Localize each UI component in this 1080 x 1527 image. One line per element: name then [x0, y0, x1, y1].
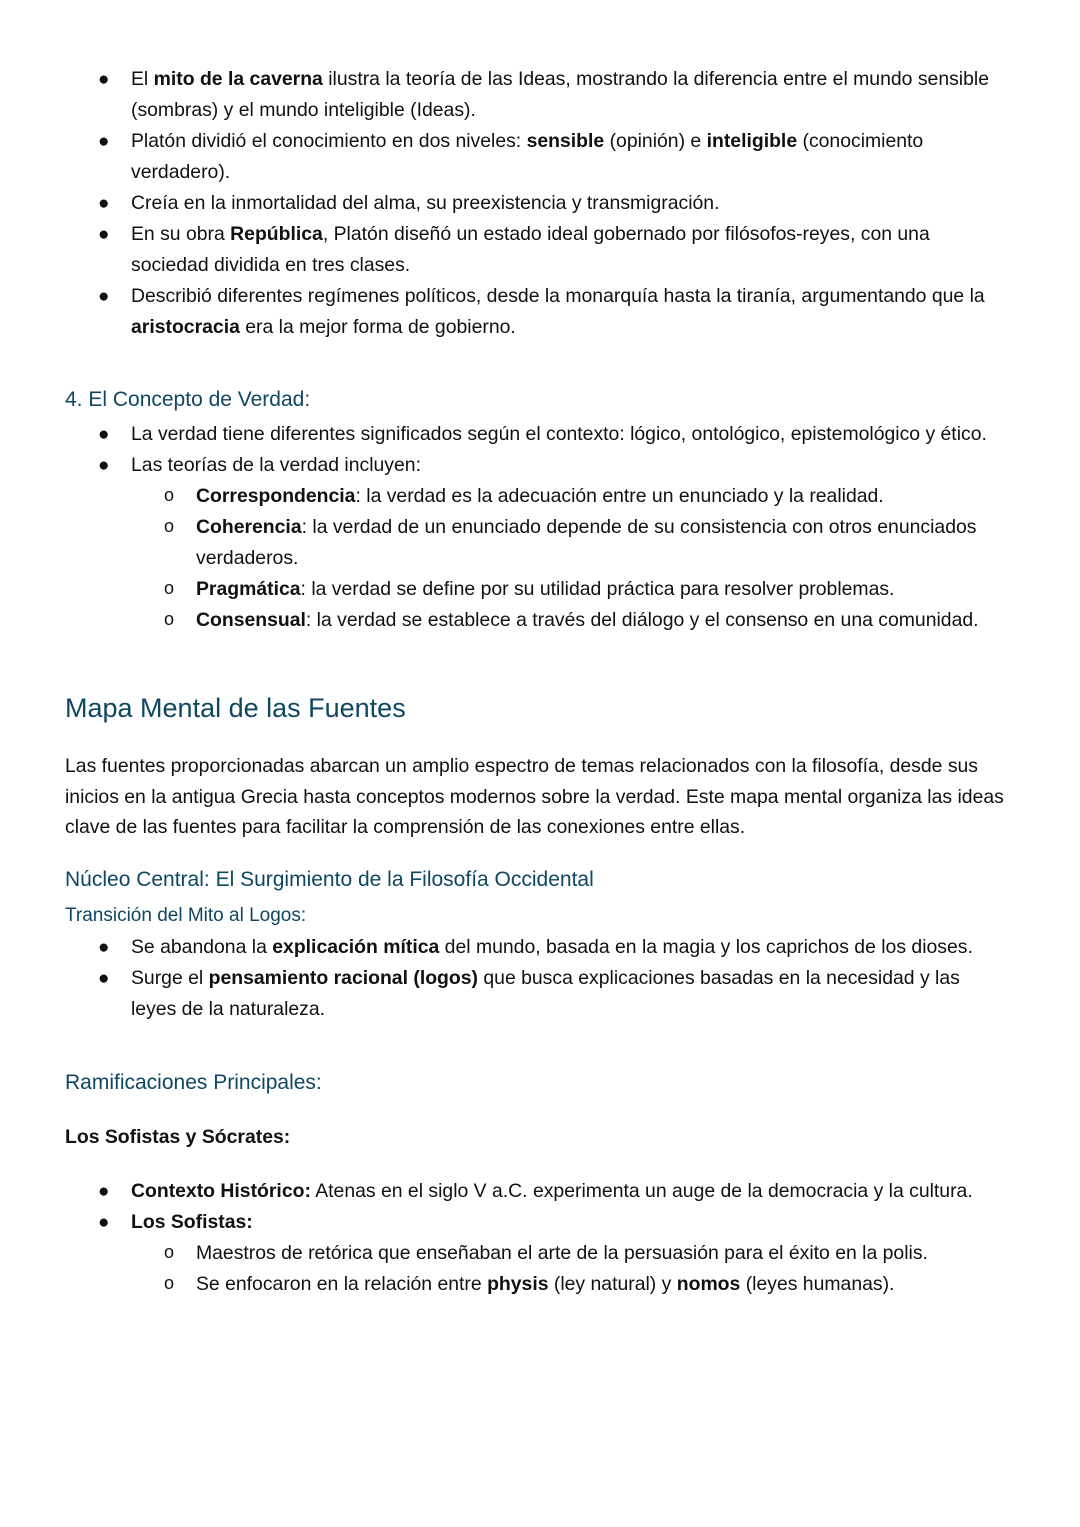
- hollow-bullet-icon: o: [164, 516, 175, 536]
- bold-text: inteligible: [706, 130, 798, 152]
- text-run: : la verdad se define por su utilidad práctica para resolver problemas.: [300, 578, 895, 600]
- bold-text: Contexto Histórico:: [131, 1179, 311, 1202]
- sub-list-item: [65, 574, 1010, 605]
- bold-text: Los Sofistas:: [131, 1210, 253, 1233]
- subsection-heading: 4. El Concepto de Verdad:: [65, 388, 311, 411]
- list-item: [65, 219, 1010, 281]
- hollow-bullet-icon: o: [164, 609, 175, 629]
- text-run: : la verdad se establece a través del diálogo y el consenso en una comunidad.: [305, 609, 979, 631]
- text-run: ilustra la teoría de las Ideas, mostrando la diferencia entre el mundo sensible (sombras) y el mundo inteligible (Ideas).: [131, 68, 989, 121]
- list-item: [65, 963, 1010, 1025]
- hollow-bullet-icon: o: [164, 1241, 175, 1262]
- text-run: que busca explicaciones basadas en la necesidad y las leyes de la naturaleza.: [131, 966, 960, 1020]
- text-run: En su obra: [131, 223, 231, 245]
- bullet-icon: ●: [98, 936, 110, 958]
- text-run: Se abandona la: [131, 935, 273, 958]
- section-heading: Mapa Mental de las Fuentes: [65, 693, 406, 723]
- text-run: (ley natural) y: [548, 1272, 677, 1295]
- bold-text: sensible: [526, 130, 605, 152]
- bold-text: aristocracia: [131, 316, 240, 338]
- text-run: (leyes humanas).: [740, 1272, 895, 1295]
- hollow-bullet-icon: o: [164, 1272, 175, 1293]
- sub-list-item: [65, 1238, 1010, 1269]
- list-item: [65, 419, 1010, 450]
- sub-list-item: [65, 1269, 1010, 1300]
- text-run: Describió diferentes regímenes políticos, desde la monarquía hasta la tiranía, argumentando que la: [131, 285, 985, 307]
- bold-text: República: [230, 223, 323, 245]
- subsection-heading: Ramificaciones Principales:: [65, 1070, 322, 1094]
- list-item: [65, 126, 1010, 188]
- list-item: [65, 281, 1010, 343]
- text-run: era la mejor forma de gobierno.: [239, 316, 516, 338]
- sub-list-item: [65, 605, 1010, 636]
- hollow-bullet-icon: o: [164, 578, 175, 598]
- subsection-heading: Núcleo Central: El Surgimiento de la Filosofía Occidental: [65, 867, 594, 891]
- bold-text: Pragmática: [196, 578, 301, 600]
- text-run: Atenas en el siglo V a.C. experimenta un auge de la democracia y la cultura.: [310, 1179, 973, 1202]
- bullet-icon: ●: [98, 286, 110, 307]
- bullet-icon: ●: [98, 967, 110, 989]
- text-run: El: [131, 68, 154, 90]
- text-run: Las teorías de la verdad incluyen:: [131, 454, 421, 476]
- bold-text: nomos: [676, 1272, 741, 1295]
- bullet-list: [65, 64, 1010, 343]
- bold-text: mito de la caverna: [153, 68, 323, 90]
- text-run: Creía en la inmortalidad del alma, su preexistencia y transmigración.: [131, 192, 720, 214]
- bold-text: Correspondencia: [196, 485, 356, 507]
- text-run: Surge el: [131, 966, 209, 989]
- hollow-bullet-icon: o: [164, 485, 175, 505]
- text-run: (conocimiento verdadero).: [131, 130, 924, 183]
- bullet-icon: ●: [98, 424, 110, 445]
- bullet-icon: ●: [98, 131, 110, 152]
- text-run: Maestros de retórica que enseñaban el arte de la persuasión para el éxito en la polis.: [196, 1241, 928, 1264]
- bullet-icon: ●: [98, 1180, 110, 1202]
- bold-text: explicación mítica: [272, 935, 440, 958]
- text-run: Platón dividió el conocimiento en dos niveles:: [131, 130, 527, 152]
- list-item: [65, 1176, 1010, 1207]
- text-run: (opinión) e: [604, 130, 707, 152]
- sub-list-item: [65, 512, 1010, 574]
- bullet-icon: ●: [98, 69, 110, 90]
- text-run: Se enfocaron en la relación entre: [196, 1272, 488, 1295]
- bullet-list: [65, 419, 1010, 636]
- text-run: del mundo, basada en la magia y los caprichos de los dioses.: [439, 935, 973, 958]
- bold-text: pensamiento racional (logos): [208, 966, 478, 989]
- list-item: [65, 450, 1010, 481]
- paragraph: Las fuentes proporcionadas abarcan un amplio espectro de temas relacionados con la filosofía, desde sus inicios en la antigua Grecia hasta conceptos modernos sobre la verdad. Este mapa mental organiza las ideas clave de las fuentes para facilitar la comprensión de las conexiones entre ellas.: [65, 755, 1004, 838]
- bullet-icon: ●: [98, 1211, 110, 1233]
- bold-text: Consensual: [196, 609, 306, 631]
- text-run: , Platón diseñó un estado ideal gobernado por filósofos-reyes, con una sociedad dividida en tres clases.: [131, 223, 930, 276]
- list-item: [65, 932, 1010, 963]
- text-run: La verdad tiene diferentes significados según el contexto: lógico, ontológico, epistemológico y ético.: [131, 423, 987, 445]
- bold-text: Coherencia: [196, 516, 302, 538]
- bullet-list: [65, 932, 1010, 1025]
- bullet-icon: ●: [98, 193, 110, 214]
- text-run: : la verdad es la adecuación entre un enunciado y la realidad.: [355, 485, 884, 507]
- minor-heading: Transición del Mito al Logos:: [65, 904, 307, 926]
- bullet-icon: ●: [98, 224, 110, 245]
- text-run: : la verdad de un enunciado depende de su consistencia con otros enunciados verdaderos.: [196, 516, 977, 569]
- bullet-icon: ●: [98, 455, 110, 476]
- list-item: [65, 188, 1010, 219]
- bold-label: Los Sofistas y Sócrates:: [65, 1125, 291, 1148]
- list-item: [65, 1207, 1010, 1238]
- bullet-list: [65, 1176, 1010, 1300]
- bold-text: physis: [487, 1272, 549, 1295]
- sub-list-item: [65, 481, 1010, 512]
- list-item: [65, 64, 1010, 126]
